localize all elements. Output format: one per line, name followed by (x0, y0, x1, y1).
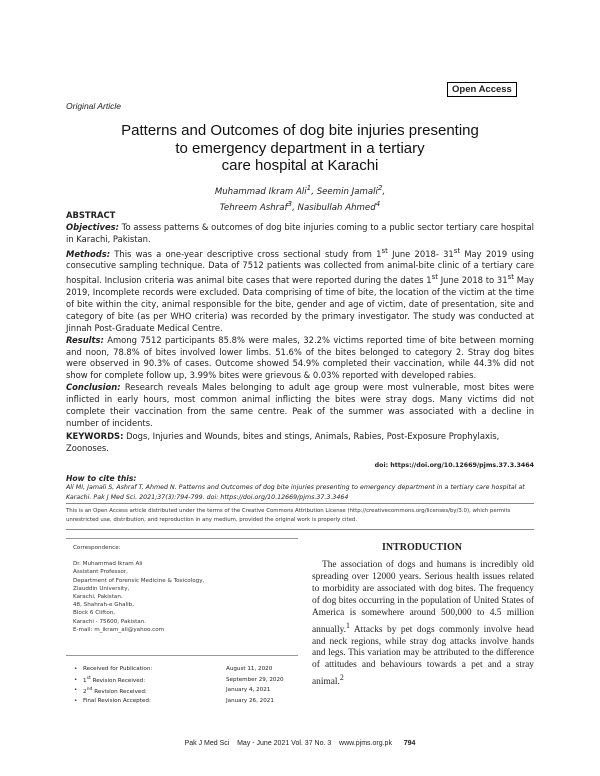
keywords (66, 431, 534, 455)
divider (66, 529, 534, 530)
correspondence-line: Block 6 Clifton, (73, 610, 116, 617)
affiliation-mark: 1 (306, 183, 312, 192)
date-label: Final Revision Accepted: (83, 697, 151, 704)
title-line: Patterns and Outcomes of dog bite injuries presenting (121, 122, 479, 139)
correspondence-email[interactable]: E-mail: m_ikram_ali@yahoo.com (73, 626, 165, 633)
date-label: 1st Revision Received: (83, 676, 146, 685)
bullet-icon: • (74, 697, 78, 704)
date-value: September 29, 2020 (226, 676, 284, 683)
divider (66, 538, 298, 539)
ordinal-suffix: st (507, 273, 514, 282)
affiliation-mark: 4 (375, 198, 381, 208)
reference-mark: 1 (346, 620, 350, 630)
introduction-heading: INTRODUCTION (381, 542, 462, 553)
date-row (74, 664, 298, 675)
methods-label: Methods: (66, 248, 111, 259)
author-name: Seemin Jamali (316, 186, 378, 197)
date-label: Received for Publication: (83, 666, 153, 672)
conclusion-text: Research reveals Males belonging to adult age group were most vulnerable, most bites were inflicted in early hours, most common animal inflicting the bites were stray dogs. Many victims did not complete their vaccination from the same centre. Peak of the summer was associated with a decline in number of incidents. (66, 382, 534, 428)
author-name: Tehreem Ashraf (219, 202, 288, 213)
correspondence-line: Karachi - 75600, Pakistan. (73, 618, 147, 625)
methods-text: This was a one-year descriptive cross sectional study from 1 (114, 248, 382, 259)
results-label: Results: (66, 334, 104, 345)
conclusion-label: Conclusion: (66, 382, 121, 393)
bullet-icon: • (74, 687, 78, 694)
paper-title (66, 122, 534, 175)
keywords-label: KEYWORDS: (66, 431, 124, 441)
open-access-badge: Open Access (447, 82, 517, 97)
page-number: 794 (403, 740, 416, 747)
keywords-text: Dogs, Injuries and Wounds, bites and stings, Animals, Rabies, Post-Exposure Prophylaxis, Zoonoses. (66, 431, 500, 453)
journal-website[interactable]: www.pjms.org.pk (339, 740, 392, 747)
correspondence-label: Correspondence: (73, 545, 121, 551)
affiliation-mark: 3 (287, 198, 293, 208)
bullet-icon: • (74, 676, 78, 683)
article-type: Original Article (66, 101, 121, 111)
divider (66, 503, 534, 504)
date-label: 2nd Revision Received: (83, 687, 147, 696)
abstract-conclusion (66, 382, 534, 430)
correspondence-line: Ziauddin University, (73, 585, 130, 592)
abstract-methods (66, 246, 534, 335)
introduction-text (312, 560, 534, 689)
date-value: January 4, 2021 (226, 687, 271, 694)
journal-name: Pak J Med Sci (184, 740, 230, 747)
correspondence-line: Karachi, Pakistan. (73, 594, 123, 601)
correspondence-line: Dr. Muhammad Ikram Ali (73, 561, 143, 568)
affiliation-mark: 2 (377, 183, 383, 192)
objectives-label: Objectives: (66, 221, 119, 232)
correspondence-line: 48, Shahrah-e Ghalib, (73, 602, 134, 609)
title-line: to emergency department in a tertiary (175, 139, 425, 157)
ordinal-suffix: st (453, 246, 461, 255)
author-name: Nasibullah Ahmed (297, 202, 376, 213)
abstract-objectives (66, 222, 534, 246)
bullet-icon: • (74, 666, 78, 672)
methods-text: May 2019, Incomplete records were excluded. Data comprising of time of bite, the location of the victim at the time of bite within the city, animal responsible for the bite, gender and age of victim, date of presentation, site and category of bite (as per WHO criteria) was recorded by the primary investigator. The study was conducted at Jinnah Post-Graduate Medical Centre. (66, 275, 535, 333)
objectives-text: To assess patterns & outcomes of dog bite injuries coming to a public sector tertiary care hospital in Karachi, Pakistan. (66, 221, 535, 244)
date-value: August 11, 2020 (226, 666, 273, 672)
correspondence-line: Assistant Professor, (73, 569, 128, 576)
citation-heading: How to cite this: (66, 474, 137, 483)
publication-dates (74, 664, 298, 706)
intro-paragraph: The association of dogs and humans is incredibly old spreading over 12000 years. Serious health issues related to morbidity are associated with dog bites. The frequency of dog bites occurring in the population of United States of America is somewhere around 500,000 to 4.5 million annually. (312, 560, 534, 635)
intro-paragraph: Attacks by pet dogs commonly involve head and neck regions, while stray dog attacks involve hands and legs. This variation may be attributed to the difference of attitudes and behaviours towards a pet and a stray animal. (312, 624, 534, 688)
abstract-results (66, 335, 534, 383)
doi-link[interactable]: doi: https://doi.org/10.12669/pjms.37.3.3464 (374, 462, 534, 469)
date-row (74, 685, 298, 696)
methods-text: May 2019 using consecutive sampling technique. Data of 7512 patients was collected from animal-bite clinic of a tertiary care hospital. Inclusion criteria was animal bite cases that were reported during the dates 1 (66, 248, 534, 286)
date-row (74, 696, 298, 707)
author-name: Muhammad Ikram Ali (214, 186, 307, 197)
date-value: January 26, 2021 (226, 697, 274, 704)
abstract (66, 210, 534, 430)
abstract-heading: ABSTRACT (66, 210, 116, 220)
ordinal-suffix: st (431, 273, 438, 282)
results-text: Among 7512 participants 85.8% were males, 32.2% victims reported time of bite between morning and noon, 78.8% of bites involved lower limbs. 51.6% of the bites belonged to category 2. Stray dog bites were observed in 90.3% of cases. Outcome showed 54.9% completed their vaccination, while 44.3% did not show for complete follow up, 3.99% bites were grievous & 0.03% reported with developed rabies. (66, 334, 534, 381)
issue-info: May - June 2021 Vol. 37 No. 3 (237, 740, 332, 747)
date-row (74, 675, 298, 686)
methods-text: June 2018 to 31 (437, 275, 508, 286)
reference-mark: 2 (339, 673, 344, 683)
methods-text: June 2018- 31 (387, 248, 454, 259)
correspondence-block (73, 544, 298, 634)
ordinal-suffix: st (381, 246, 388, 255)
title-line: care hospital at Karachi (221, 157, 379, 174)
author-list: Muhammad Ikram Ali$^1$, Seemin Jamali$^2$, Tehreem Ashraf$^3$, Nasibullah Ahmed$^4$ (214, 183, 386, 213)
divider (66, 655, 298, 656)
citation-text: Ali MI, Jamali S, Ashraf T, Ahmed N. Patterns and Outcomes of dog bite injuries presenting to emergency department in a tertiary care hospital at Karachi. Pak J Med Sci. 2021;37(3):794-799. doi: https://doi.org/10.12669/pjms.37.3.3464 (66, 484, 525, 501)
correspondence-line: Department of Forensic Medicine & Toxicology, (73, 577, 205, 584)
page-footer (66, 740, 534, 747)
license-text: This is an Open Access article distributed under the terms of the Creative Commons Attribution License (http://creativecommons.org/licenses/by/3.0), which permits unrestricted use, distribution, and reproduction in any medium, provided the original work is properly cited. (66, 508, 511, 523)
